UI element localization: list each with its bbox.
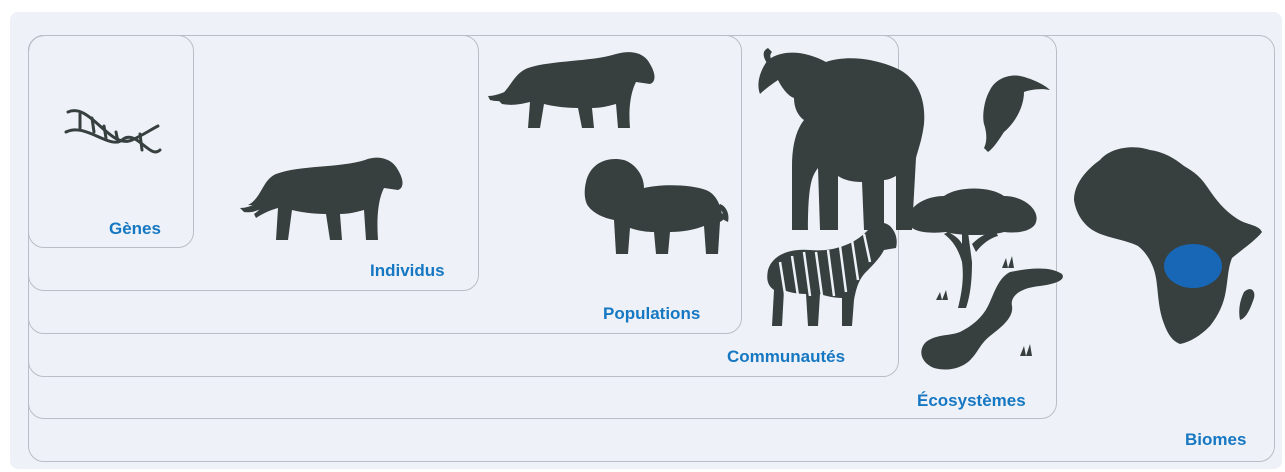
dna-icon bbox=[66, 111, 160, 152]
genes-label: Gènes bbox=[109, 219, 161, 238]
zebra-icon bbox=[767, 223, 897, 326]
communities-label: Communautés bbox=[727, 347, 846, 366]
river-icon bbox=[921, 256, 1063, 370]
lioness-icon bbox=[488, 52, 655, 128]
ecosystems-label: Écosystèmes bbox=[917, 391, 1026, 410]
lioness-icon bbox=[240, 158, 403, 240]
toucan-icon bbox=[983, 76, 1050, 152]
populations-label: Populations bbox=[603, 304, 701, 323]
lion-icon bbox=[585, 159, 729, 254]
biomes-label: Biomes bbox=[1185, 430, 1247, 449]
elephant-icon bbox=[758, 48, 924, 230]
africa-map-icon bbox=[1074, 147, 1262, 344]
individuals-label: Individus bbox=[370, 261, 445, 280]
highlight-region bbox=[1164, 244, 1222, 288]
